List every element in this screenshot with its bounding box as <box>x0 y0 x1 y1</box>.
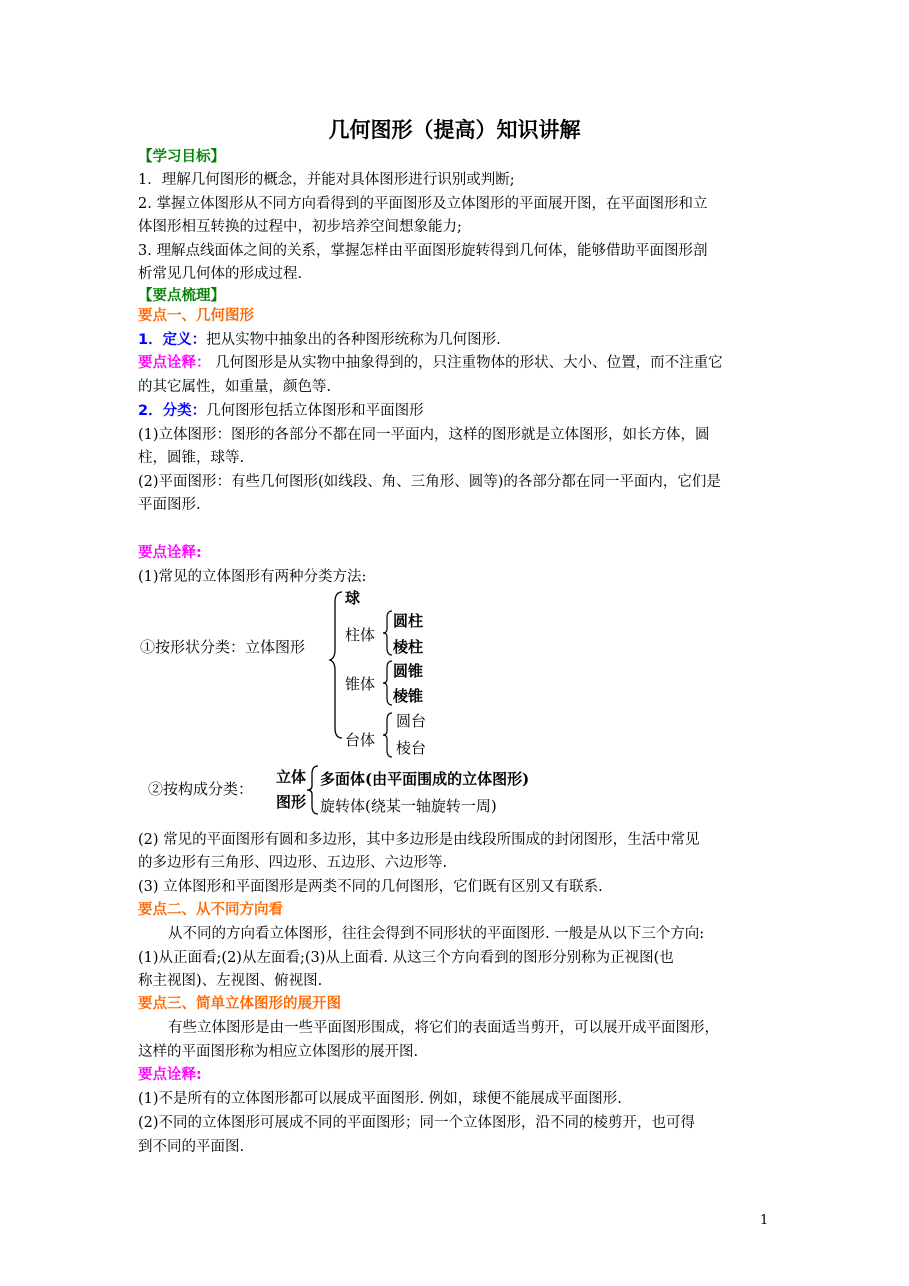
round-frustum-label: 圆台 <box>396 712 427 730</box>
cone-brace-icon <box>383 660 393 706</box>
views-line2: (1)从正面看;(2)从左面看;(3)从上面看. 从这三个方向看到的图形分别称为正视图(也 <box>138 950 674 966</box>
point-1-heading: 要点一、几何图形 <box>138 308 254 324</box>
note-1-text: 几何图形是从实物中抽象得到的，只注重物体的形状、大小、位置，而不注重它 <box>210 355 723 371</box>
solid-figure-line2: 柱，圆锥，球等. <box>138 450 245 466</box>
page-title: 几何图形（提高）知识讲解 <box>328 118 581 142</box>
objectives-heading: 【学习目标】 <box>138 149 225 165</box>
main-brace-icon <box>330 590 344 740</box>
note-2-item-1: (1)常见的立体图形有两种分类方法: <box>138 569 367 585</box>
ball-label: 球 <box>345 589 361 607</box>
pyramid-label: 棱锥 <box>393 687 424 705</box>
shape-classification-label: ①按形状分类：立体图形 <box>140 638 306 656</box>
point-3-heading: 要点三、简单立体图形的展开图 <box>138 996 341 1012</box>
prism-frustum-label: 棱台 <box>396 739 427 757</box>
cone-label: 圆锥 <box>393 662 424 680</box>
classification-label: 2．分类： <box>138 403 207 419</box>
page-number: 1 <box>760 1213 769 1228</box>
prism-brace-icon <box>383 610 393 656</box>
definition-label: 1．定义： <box>138 332 207 348</box>
classification-text: 几何图形包括立体图形和平面图形 <box>206 403 424 419</box>
composition-brace-icon <box>307 765 319 815</box>
note-1-line1 <box>138 351 778 375</box>
note-label: 要点诠释： <box>138 355 211 371</box>
definition-text: 把从实物中抽象出的各种图形统称为几何图形. <box>206 332 501 348</box>
plane-figure-line2: 平面图形. <box>138 497 201 513</box>
prism-group-label: 柱体 <box>345 626 376 644</box>
polygon-note-line2: 的多边形有三角形、四边形、五边形、六边形等. <box>138 855 448 871</box>
cylinder-label: 圆柱 <box>393 612 424 630</box>
cone-group-label: 锥体 <box>345 675 376 693</box>
frustum-group-label: 台体 <box>345 731 376 749</box>
solid-figure-top-label: 立体 <box>276 768 307 786</box>
classification-line <box>138 399 778 423</box>
revolution-body-label: 旋转体(绕某一轴旋转一周) <box>320 797 497 815</box>
unfold-line1: 有些立体图形是由一些平面图形围成，将它们的表面适当剪开，可以展开成平面图形， <box>168 1020 719 1036</box>
point-2-heading: 要点二、从不同方向看 <box>138 902 283 918</box>
solid-figure-line1: (1)立体图形：图形的各部分不都在同一平面内，这样的图形就是立体图形，如长方体，圆 <box>138 427 710 443</box>
definition-line <box>138 328 778 352</box>
objective-3-line1: 3. 理解点线面体之间的关系，掌握怎样由平面图形旋转得到几何体，能够借助平面图形剖 <box>138 243 708 259</box>
note-2-label: 要点诠释: <box>138 545 202 561</box>
views-line1: 从不同的方向看立体图形，往往会得到不同形状的平面图形. 一般是从以下三个方向: <box>168 926 705 942</box>
unfold-line2: 这样的平面图形称为相应立体图形的展开图. <box>138 1044 419 1060</box>
note-3-label: 要点诠释: <box>138 1067 202 1083</box>
frustum-brace-icon <box>383 712 393 758</box>
views-line3: 称主视图)、左视图、俯视图. <box>138 973 323 989</box>
objective-1: 1．理解几何图形的概念，并能对具体图形进行识别或判断; <box>138 172 515 188</box>
polyhedron-label: 多面体(由平面围成的立体图形) <box>320 770 530 788</box>
objective-2-line1: 2. 掌握立体图形从不同方向看得到的平面图形及立体图形的平面展开图，在平面图形和立 <box>138 196 708 212</box>
prism-label: 棱柱 <box>393 638 424 656</box>
objective-2-line2: 体图形相互转换的过程中，初步培养空间想象能力; <box>138 219 462 235</box>
note-1-line2: 的其它属性，如重量，颜色等. <box>138 379 332 395</box>
note-3-item-2-line2: 到不同的平面图. <box>138 1139 245 1155</box>
note-3-item-2-line1: (2)不同的立体图形可展成不同的平面图形；同一个立体图形，沿不同的棱剪开，也可得 <box>138 1115 696 1131</box>
solid-figure-bottom-label: 图形 <box>276 793 307 811</box>
composition-classification-label: ②按构成分类： <box>148 780 254 798</box>
plane-figure-line1: (2)平面图形：有些几何图形(如线段、角、三角形、圆等)的各部分都在同一平面内，它们是 <box>138 474 721 490</box>
note-3-item-1: (1)不是所有的立体图形都可以展成平面图形. 例如，球便不能展成平面图形. <box>138 1091 622 1107</box>
points-heading: 【要点梳理】 <box>138 288 225 304</box>
difference-note: (3) 立体图形和平面图形是两类不同的几何图形，它们既有区别又有联系. <box>138 879 603 895</box>
polygon-note-line1: (2) 常见的平面图形有圆和多边形，其中多边形是由线段所围成的封闭图形，生活中常见 <box>138 832 700 848</box>
objective-3-line2: 析常见几何体的形成过程. <box>138 266 303 282</box>
